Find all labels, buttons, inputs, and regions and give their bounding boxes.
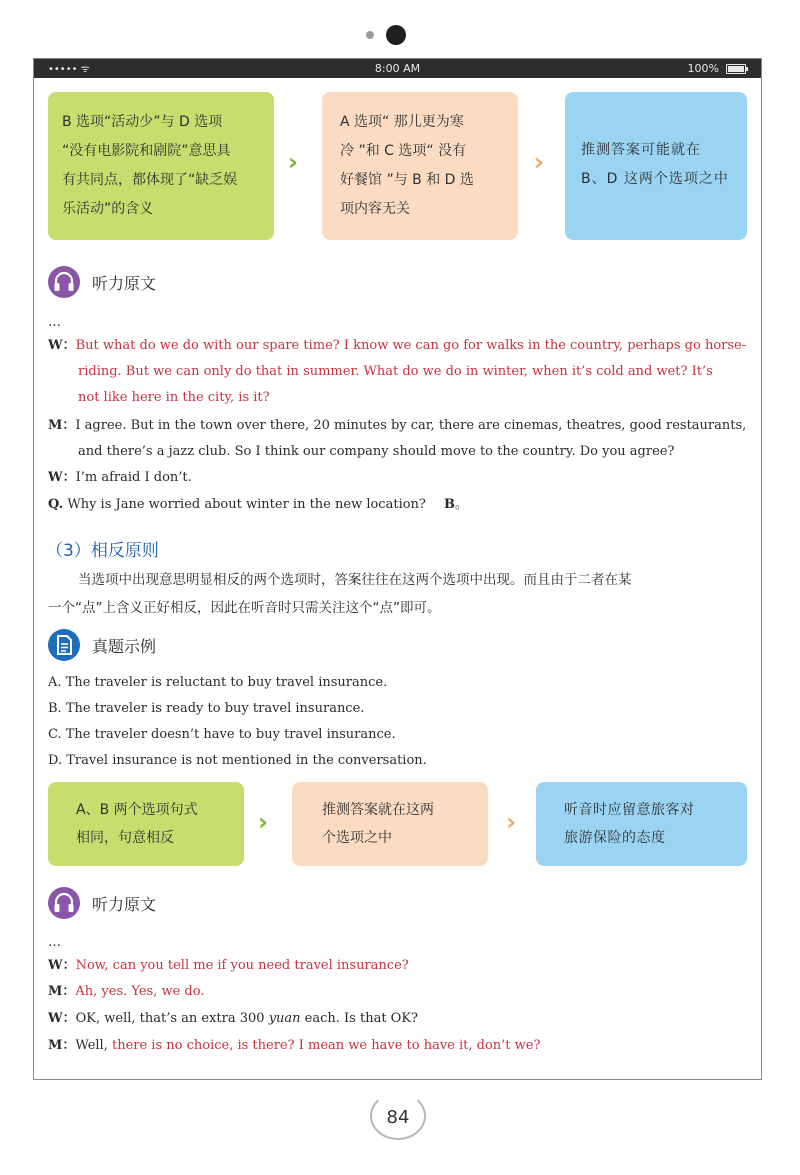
transcript-line xyxy=(48,957,409,975)
speaker-label: W： xyxy=(48,1011,76,1026)
flow2-box1 xyxy=(48,782,244,866)
flow2-box1-line: A、B 两个选项句式 xyxy=(76,802,198,818)
transcript-text: and there’s a jazz club. So I think our company should move to the country. Do you agree? xyxy=(78,444,675,459)
speaker-label: W： xyxy=(48,958,76,973)
transcript-line xyxy=(48,983,204,1001)
transcript-line xyxy=(48,417,746,435)
answer: B xyxy=(444,497,456,512)
question-text: Why is Jane worried about winter in the new location? xyxy=(67,497,426,512)
transcript-line xyxy=(48,469,192,487)
page-dot-inactive xyxy=(366,31,374,39)
flow2-box3 xyxy=(536,782,747,866)
transcript-text: not like here in the city, is it? xyxy=(78,390,270,405)
speaker-label: M： xyxy=(48,1038,76,1053)
transcript-text: I’m afraid I don’t. xyxy=(75,470,192,485)
transcript-text: Well, xyxy=(75,1038,112,1053)
flow2-box2 xyxy=(292,782,488,866)
transcript-text: there is no choice, is there? I mean we have to have it, don’t we? xyxy=(111,1038,541,1053)
page-dot-active xyxy=(386,25,406,45)
question-line xyxy=(48,496,468,514)
principle-title: （3）相反原则 xyxy=(46,541,159,561)
principle-paragraph: 一个“点”上含义正好相反，因此在听音时只需关注这个“点”即可。 xyxy=(48,600,441,616)
tablet-frame xyxy=(33,58,762,1080)
page-number: 84 xyxy=(370,1092,426,1140)
page-content xyxy=(34,78,761,1079)
flow1-box2 xyxy=(322,92,518,240)
section-title: 听力原文 xyxy=(92,274,157,293)
option-item: A. The traveler is reluctant to buy travel insurance. xyxy=(48,675,388,690)
flow1-box1-line: B 选项“活动少”与 D 选项 xyxy=(62,114,223,130)
transcript-line xyxy=(48,1037,540,1055)
battery-icon xyxy=(726,64,746,74)
transcript-line xyxy=(78,443,674,461)
flow2-box2-line: 推测答案就在这两 xyxy=(322,802,434,818)
flow1-box3-line: B、D 这两个选项之中 xyxy=(581,171,729,187)
battery-percent: 100% xyxy=(687,62,719,75)
status-time: 8:00 AM xyxy=(374,62,421,75)
flow1-box3-line: 推测答案可能就在 xyxy=(581,142,701,158)
answer-suffix: 。 xyxy=(455,497,469,512)
headphones-icon xyxy=(48,887,80,919)
headphones-icon xyxy=(48,266,80,298)
flow1-box2-line: 好餐馆 ”与 B 和 D 选 xyxy=(340,172,474,188)
transcript-text: each. Is that OK? xyxy=(300,1011,419,1026)
transcript-text: Now, can you tell me if you need travel insurance? xyxy=(75,958,409,973)
chevron-right-icon: › xyxy=(534,148,544,176)
page-indicator xyxy=(360,22,420,48)
transcript-text: Ah, yes. Yes, we do. xyxy=(75,984,205,999)
ellipsis: … xyxy=(48,315,61,330)
transcript-text-italic: yuan xyxy=(268,1011,301,1026)
transcript-text: But what do we do with our spare time? I know we can go for walks in the country, perhaps go horse- xyxy=(75,338,747,353)
flow2-box3-line: 听音时应留意旅客对 xyxy=(564,802,695,818)
speaker-label: M： xyxy=(48,984,76,999)
flow1-box1-line: “没有电影院和剧院”意思具 xyxy=(62,143,231,159)
transcript-line xyxy=(78,363,713,381)
transcript-line xyxy=(48,1010,418,1028)
chevron-right-icon: › xyxy=(288,148,298,176)
option-item: B. The traveler is ready to buy travel insurance. xyxy=(48,701,365,716)
ellipsis: … xyxy=(48,935,61,950)
flow2-box3-line: 旅游保险的态度 xyxy=(564,830,666,846)
transcript-text: OK, well, that’s an extra 300 xyxy=(75,1011,269,1026)
section-title: 听力原文 xyxy=(92,895,157,914)
chevron-right-icon: › xyxy=(258,808,268,836)
flow2-box1-line: 相同，句意相反 xyxy=(76,830,174,846)
flow1-box2-line: 冷 ”和 C 选项“ 没有 xyxy=(340,143,467,159)
chevron-right-icon: › xyxy=(506,808,516,836)
option-item: C. The traveler doesn’t have to buy travel insurance. xyxy=(48,727,396,742)
flow1-box3 xyxy=(565,92,747,240)
transcript-text: I agree. But in the town over there, 20 minutes by car, there are cinemas, theatres, good restaurants, xyxy=(75,418,747,433)
option-item: D. Travel insurance is not mentioned in the conversation. xyxy=(48,753,427,768)
document-icon xyxy=(48,629,80,661)
flow1-box1 xyxy=(48,92,274,240)
flow1-box2-line: 项内容无关 xyxy=(340,201,410,217)
flow1-box1-line: 乐活动”的含义 xyxy=(62,201,154,217)
speaker-label: W： xyxy=(48,470,76,485)
flow1-box1-line: 有共同点，都体现了“缺乏娱 xyxy=(62,172,238,188)
speaker-label: M： xyxy=(48,418,76,433)
transcript-text: riding. But we can only do that in summer. What do we do in winter, when it’s cold and wet? It’s xyxy=(78,364,713,379)
transcript-line xyxy=(48,337,746,355)
speaker-label: W： xyxy=(48,338,76,353)
principle-paragraph: 当选项中出现意思明显相反的两个选项时，答案往往在这两个选项中出现。而且由于二者在某 xyxy=(78,572,632,588)
flow2-box2-line: 个选项之中 xyxy=(322,830,392,846)
signal-icon: ••••• ᯤ xyxy=(48,64,90,75)
section-title: 真题示例 xyxy=(92,637,157,656)
question-label: Q. xyxy=(48,497,64,512)
transcript-line xyxy=(78,389,270,407)
status-bar xyxy=(34,59,761,78)
flow1-box2-line: A 选项“ 那儿更为寒 xyxy=(340,114,464,130)
